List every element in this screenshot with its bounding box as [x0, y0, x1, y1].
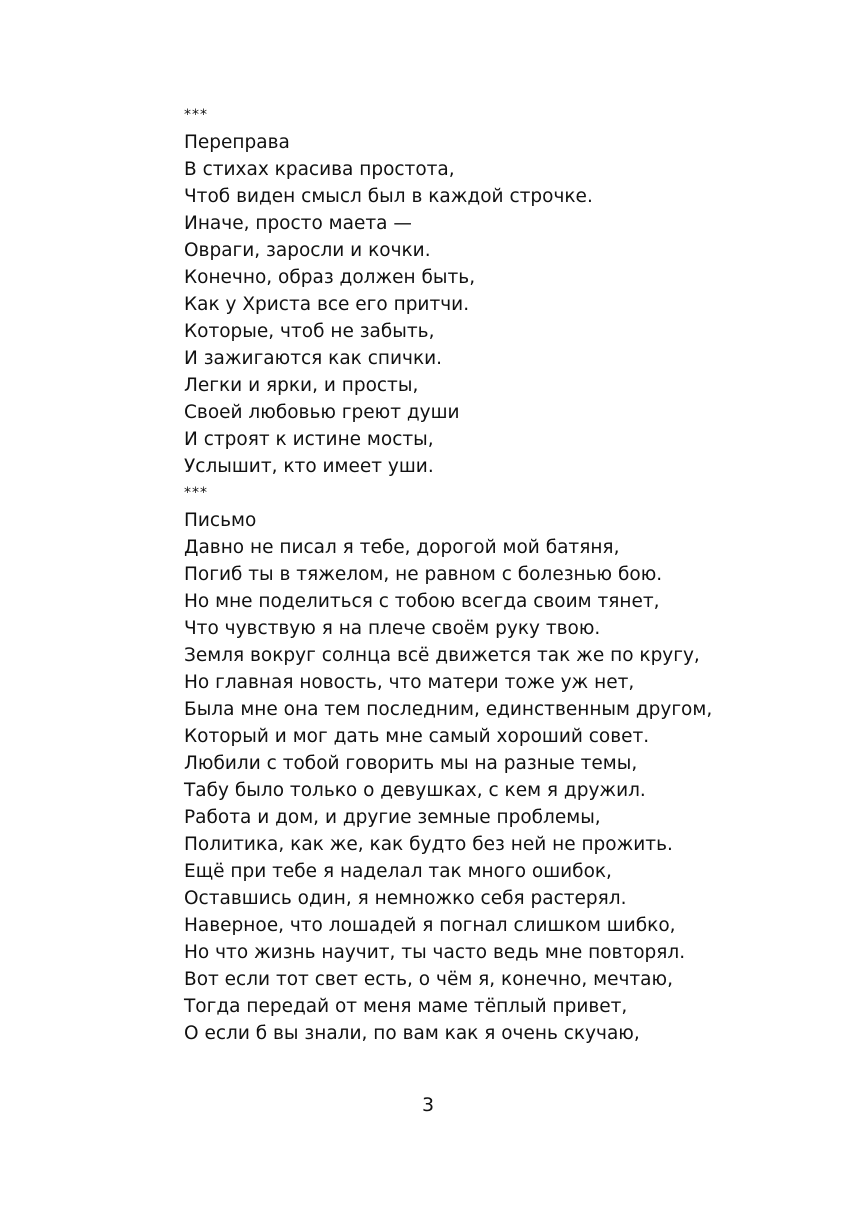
poem-line: Овраги, заросли и кочки. — [184, 240, 431, 261]
poem-line: Любили с тобой говорить мы на разные темы, — [184, 753, 638, 774]
poem-line: Табу было только о девушках, с кем я дружил. — [184, 780, 646, 801]
poem-title: Письмо — [184, 510, 257, 531]
poem-line: О если б вы знали, по вам как я очень скучаю, — [184, 1023, 640, 1044]
poem-line: В стихах красива простота, — [184, 159, 455, 180]
poem-title: Переправа — [184, 132, 290, 153]
poem-line: Своей любовью греют души — [184, 402, 460, 423]
poem-line: Который и мог дать мне самый хороший совет. — [184, 726, 650, 747]
poem-line: И зажигаются как спички. — [184, 348, 443, 369]
poem-line: Тогда передай от меня маме тёплый привет, — [184, 996, 628, 1017]
poem-line: Оставшись один, я немножко себя растерял. — [184, 888, 627, 909]
poem-line: Услышит, кто имеет уши. — [184, 456, 434, 477]
poem-line: Давно не писал я тебе, дорогой мой батяня, — [184, 537, 620, 558]
page-text — [184, 102, 784, 1047]
poem-line: Чтоб виден смысл был в каждой строчке. — [184, 186, 593, 207]
poem-line: Погиб ты в тяжелом, не равном с болезнью бою. — [184, 564, 663, 585]
poem-line: Была мне она тем последним, единственным другом, — [184, 699, 713, 720]
poem-line: Конечно, образ должен быть, — [184, 267, 476, 288]
poem-line: Но главная новость, что матери тоже уж нет, — [184, 672, 635, 693]
poem-line: Легки и ярки, и просты, — [184, 375, 419, 396]
poem-line: Земля вокруг солнца всё движется так же по кругу, — [184, 645, 700, 666]
section-separator: *** — [184, 485, 208, 501]
poem-line: Как у Христа все его притчи. — [184, 294, 470, 315]
poem-line: Ещё при тебе я наделал так много ошибок, — [184, 861, 612, 882]
poem-line: Которые, чтоб не забыть, — [184, 321, 435, 342]
poem-line: Но мне поделиться с тобою всегда своим тянет, — [184, 591, 660, 612]
poem-line: Иначе, просто маета — — [184, 213, 412, 234]
poem-line: Политика, как же, как будто без ней не прожить. — [184, 834, 673, 855]
page-number: 3 — [421, 1094, 435, 1116]
poem-line: Работа и дом, и другие земные проблемы, — [184, 807, 601, 828]
poem-line: Что чувствую я на плече своём руку твою. — [184, 618, 601, 639]
section-separator: *** — [184, 107, 208, 123]
poem-line: Вот если тот свет есть, о чём я, конечно, мечтаю, — [184, 969, 673, 990]
poem-line: И строят к истине мосты, — [184, 429, 434, 450]
poem-line: Но что жизнь научит, ты часто ведь мне повторял. — [184, 942, 686, 963]
poem-line: Наверное, что лошадей я погнал слишком шибко, — [184, 915, 676, 936]
